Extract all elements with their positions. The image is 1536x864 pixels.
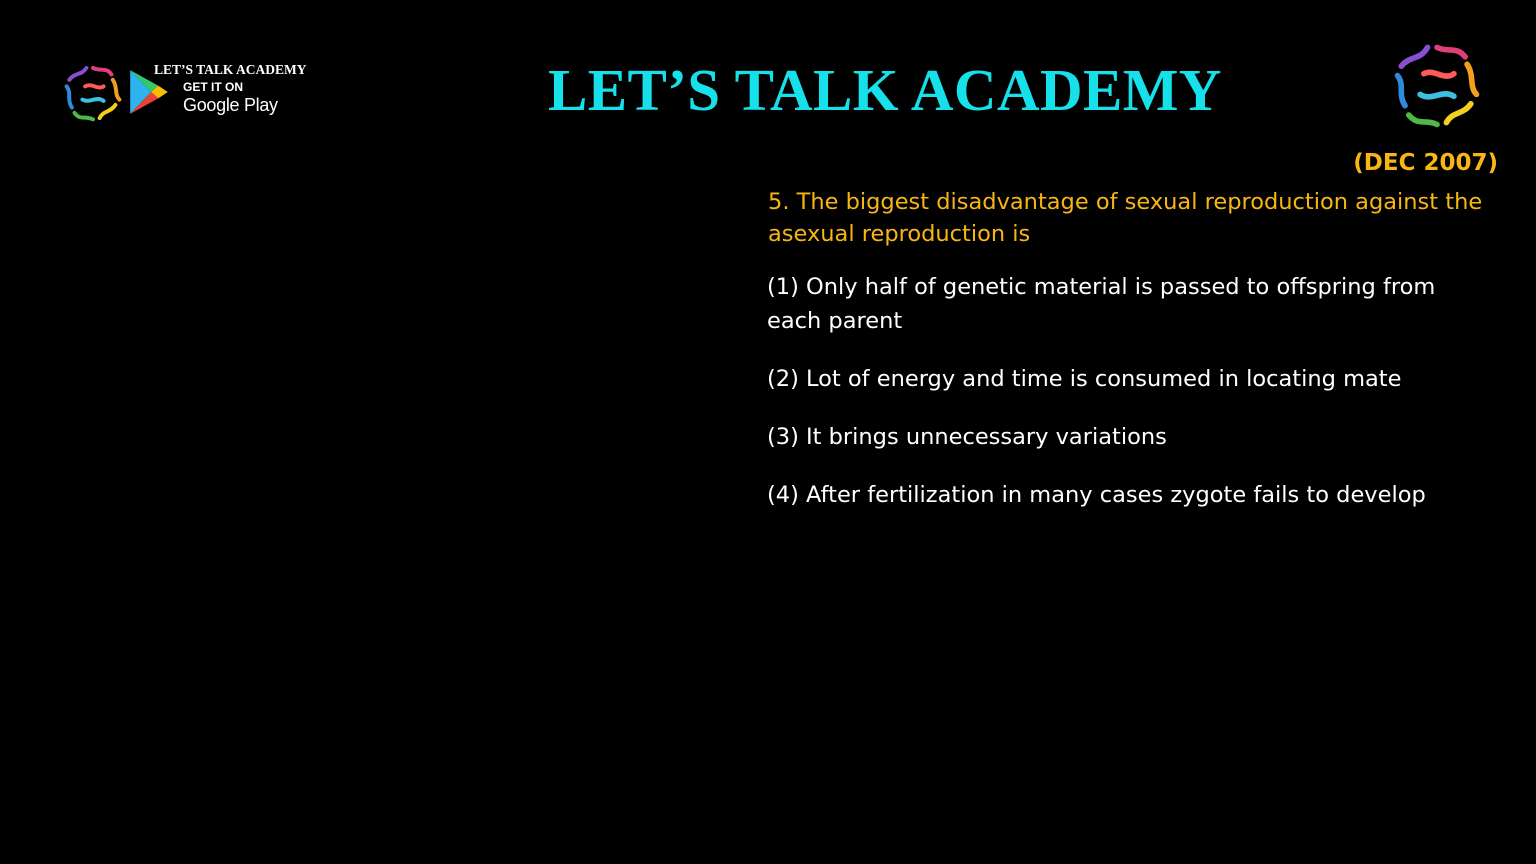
badge-brand-text: LET’S TALK ACADEMY (154, 62, 307, 77)
option-1: (1) Only half of genetic material is passed to offspring from each parent (767, 274, 1436, 334)
page-title: LET’S TALK ACADEMY (548, 57, 1222, 123)
badge-get-it-on-text: GET IT ON (183, 80, 243, 94)
lta-logo-icon-right (1390, 38, 1484, 132)
option-2: (2) Lot of energy and time is consumed in locating mate (767, 366, 1402, 392)
options-list (767, 270, 1487, 536)
google-play-badge[interactable] (128, 62, 333, 122)
lta-logo-icon (60, 60, 126, 126)
question-text: 5. The biggest disadvantage of sexual reproduction against the asexual reproduction is (768, 189, 1483, 247)
exam-tag: (DEC 2007) (1353, 150, 1498, 176)
badge-store-name: Google Play (183, 95, 278, 115)
option-3: (3) It brings unnecessary variations (767, 424, 1167, 450)
option-4: (4) After fertilization in many cases zygote fails to develop (767, 482, 1426, 508)
